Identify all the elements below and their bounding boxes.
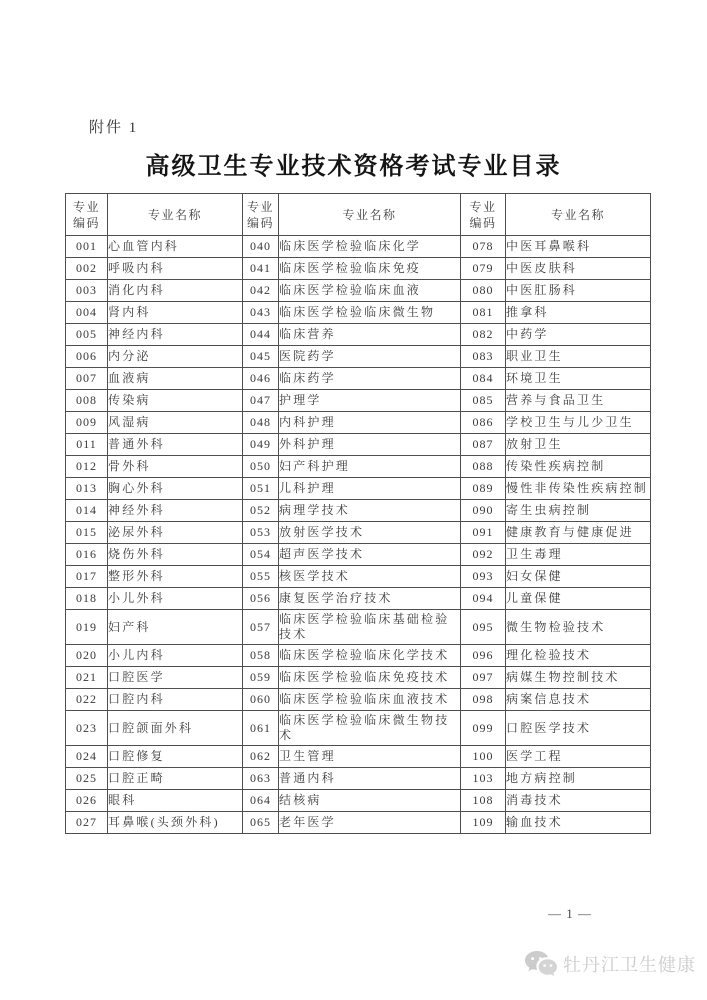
name-cell: 肾内科 bbox=[108, 302, 243, 324]
wechat-icon bbox=[523, 948, 559, 980]
code-cell: 064 bbox=[243, 790, 279, 812]
name-cell: 妇产科 bbox=[108, 610, 243, 645]
table-row bbox=[66, 412, 651, 434]
code-cell: 108 bbox=[461, 790, 506, 812]
code-cell: 018 bbox=[66, 588, 108, 610]
code-cell: 100 bbox=[461, 746, 506, 768]
header-name-3: 专业名称 bbox=[506, 194, 651, 236]
name-cell: 护理学 bbox=[279, 390, 461, 412]
header-code-3: 专业编码 bbox=[461, 194, 506, 236]
name-cell: 烧伤外科 bbox=[108, 544, 243, 566]
name-cell: 口腔医学 bbox=[108, 667, 243, 689]
table-body bbox=[66, 236, 651, 834]
code-cell: 080 bbox=[461, 280, 506, 302]
name-cell: 医院药学 bbox=[279, 346, 461, 368]
code-cell: 049 bbox=[243, 434, 279, 456]
name-cell: 卫生毒理 bbox=[506, 544, 651, 566]
code-cell: 098 bbox=[461, 689, 506, 711]
code-cell: 009 bbox=[66, 412, 108, 434]
name-cell: 职业卫生 bbox=[506, 346, 651, 368]
name-cell: 学校卫生与儿少卫生 bbox=[506, 412, 651, 434]
name-cell: 骨外科 bbox=[108, 456, 243, 478]
name-cell: 呼吸内科 bbox=[108, 258, 243, 280]
name-cell: 消毒技术 bbox=[506, 790, 651, 812]
code-cell: 024 bbox=[66, 746, 108, 768]
table-row bbox=[66, 645, 651, 667]
table-row bbox=[66, 566, 651, 588]
name-cell: 中医肛肠科 bbox=[506, 280, 651, 302]
code-cell: 065 bbox=[243, 812, 279, 834]
code-cell: 022 bbox=[66, 689, 108, 711]
code-cell: 026 bbox=[66, 790, 108, 812]
name-cell: 小儿外科 bbox=[108, 588, 243, 610]
name-cell: 泌尿外科 bbox=[108, 522, 243, 544]
name-cell: 血液病 bbox=[108, 368, 243, 390]
table-row bbox=[66, 812, 651, 834]
code-cell: 012 bbox=[66, 456, 108, 478]
name-cell: 风湿病 bbox=[108, 412, 243, 434]
code-cell: 062 bbox=[243, 746, 279, 768]
name-cell: 儿科护理 bbox=[279, 478, 461, 500]
table-header bbox=[66, 194, 651, 236]
code-cell: 055 bbox=[243, 566, 279, 588]
name-cell: 营养与食品卫生 bbox=[506, 390, 651, 412]
code-cell: 006 bbox=[66, 346, 108, 368]
code-cell: 053 bbox=[243, 522, 279, 544]
name-cell: 理化检验技术 bbox=[506, 645, 651, 667]
name-cell: 临床营养 bbox=[279, 324, 461, 346]
name-cell: 传染性疾病控制 bbox=[506, 456, 651, 478]
code-cell: 099 bbox=[461, 711, 506, 746]
table-row bbox=[66, 588, 651, 610]
name-cell: 临床医学检验临床血液技术 bbox=[279, 689, 461, 711]
table-row bbox=[66, 746, 651, 768]
header-name-1: 专业名称 bbox=[108, 194, 243, 236]
code-cell: 014 bbox=[66, 500, 108, 522]
code-cell: 050 bbox=[243, 456, 279, 478]
table-row bbox=[66, 544, 651, 566]
code-cell: 058 bbox=[243, 645, 279, 667]
code-cell: 040 bbox=[243, 236, 279, 258]
code-cell: 008 bbox=[66, 390, 108, 412]
code-cell: 078 bbox=[461, 236, 506, 258]
name-cell: 消化内科 bbox=[108, 280, 243, 302]
name-cell: 临床医学检验临床微生物技术 bbox=[279, 711, 461, 746]
table-row bbox=[66, 324, 651, 346]
name-cell: 神经外科 bbox=[108, 500, 243, 522]
code-cell: 052 bbox=[243, 500, 279, 522]
name-cell: 老年医学 bbox=[279, 812, 461, 834]
name-cell: 口腔颌面外科 bbox=[108, 711, 243, 746]
code-cell: 083 bbox=[461, 346, 506, 368]
code-cell: 056 bbox=[243, 588, 279, 610]
name-cell: 放射卫生 bbox=[506, 434, 651, 456]
name-cell: 内分泌 bbox=[108, 346, 243, 368]
name-cell: 中药学 bbox=[506, 324, 651, 346]
specialty-table bbox=[65, 193, 651, 834]
name-cell: 妇产科护理 bbox=[279, 456, 461, 478]
code-cell: 043 bbox=[243, 302, 279, 324]
code-cell: 093 bbox=[461, 566, 506, 588]
code-cell: 057 bbox=[243, 610, 279, 645]
name-cell: 临床药学 bbox=[279, 368, 461, 390]
code-cell: 023 bbox=[66, 711, 108, 746]
code-cell: 082 bbox=[461, 324, 506, 346]
code-cell: 054 bbox=[243, 544, 279, 566]
name-cell: 外科护理 bbox=[279, 434, 461, 456]
code-cell: 084 bbox=[461, 368, 506, 390]
code-cell: 085 bbox=[461, 390, 506, 412]
table-row bbox=[66, 346, 651, 368]
page-number: — 1 — bbox=[548, 906, 592, 921]
table-row bbox=[66, 478, 651, 500]
name-cell: 临床医学检验临床化学技术 bbox=[279, 645, 461, 667]
name-cell: 妇女保健 bbox=[506, 566, 651, 588]
code-cell: 086 bbox=[461, 412, 506, 434]
code-cell: 091 bbox=[461, 522, 506, 544]
page-title: 高级卫生专业技术资格考试专业目录 bbox=[145, 153, 562, 180]
table-row bbox=[66, 258, 651, 280]
name-cell: 环境卫生 bbox=[506, 368, 651, 390]
name-cell: 临床医学检验临床微生物 bbox=[279, 302, 461, 324]
code-cell: 103 bbox=[461, 768, 506, 790]
code-cell: 079 bbox=[461, 258, 506, 280]
code-cell: 094 bbox=[461, 588, 506, 610]
table-row bbox=[66, 302, 651, 324]
code-cell: 063 bbox=[243, 768, 279, 790]
table-row bbox=[66, 768, 651, 790]
name-cell: 儿童保健 bbox=[506, 588, 651, 610]
name-cell: 中医耳鼻喉科 bbox=[506, 236, 651, 258]
name-cell: 超声医学技术 bbox=[279, 544, 461, 566]
name-cell: 放射医学技术 bbox=[279, 522, 461, 544]
table-row bbox=[66, 280, 651, 302]
code-cell: 051 bbox=[243, 478, 279, 500]
name-cell: 普通内科 bbox=[279, 768, 461, 790]
name-cell: 慢性非传染性疾病控制 bbox=[506, 478, 651, 500]
name-cell: 结核病 bbox=[279, 790, 461, 812]
code-cell: 059 bbox=[243, 667, 279, 689]
name-cell: 病理学技术 bbox=[279, 500, 461, 522]
code-cell: 087 bbox=[461, 434, 506, 456]
code-cell: 061 bbox=[243, 711, 279, 746]
code-cell: 090 bbox=[461, 500, 506, 522]
code-cell: 017 bbox=[66, 566, 108, 588]
header-code-2: 专业编码 bbox=[243, 194, 279, 236]
table-row bbox=[66, 390, 651, 412]
name-cell: 传染病 bbox=[108, 390, 243, 412]
name-cell: 口腔修复 bbox=[108, 746, 243, 768]
code-cell: 088 bbox=[461, 456, 506, 478]
name-cell: 临床医学检验临床化学 bbox=[279, 236, 461, 258]
name-cell: 整形外科 bbox=[108, 566, 243, 588]
name-cell: 医学工程 bbox=[506, 746, 651, 768]
code-cell: 047 bbox=[243, 390, 279, 412]
code-cell: 021 bbox=[66, 667, 108, 689]
table-row bbox=[66, 236, 651, 258]
code-cell: 041 bbox=[243, 258, 279, 280]
name-cell: 卫生管理 bbox=[279, 746, 461, 768]
name-cell: 内科护理 bbox=[279, 412, 461, 434]
code-cell: 013 bbox=[66, 478, 108, 500]
name-cell: 地方病控制 bbox=[506, 768, 651, 790]
code-cell: 060 bbox=[243, 689, 279, 711]
name-cell: 输血技术 bbox=[506, 812, 651, 834]
code-cell: 109 bbox=[461, 812, 506, 834]
name-cell: 眼科 bbox=[108, 790, 243, 812]
name-cell: 口腔内科 bbox=[108, 689, 243, 711]
code-cell: 025 bbox=[66, 768, 108, 790]
code-cell: 081 bbox=[461, 302, 506, 324]
table-row bbox=[66, 790, 651, 812]
table-row bbox=[66, 667, 651, 689]
code-cell: 096 bbox=[461, 645, 506, 667]
code-cell: 016 bbox=[66, 544, 108, 566]
code-cell: 004 bbox=[66, 302, 108, 324]
name-cell: 病案信息技术 bbox=[506, 689, 651, 711]
table-row bbox=[66, 368, 651, 390]
code-cell: 011 bbox=[66, 434, 108, 456]
name-cell: 核医学技术 bbox=[279, 566, 461, 588]
code-cell: 089 bbox=[461, 478, 506, 500]
table-row bbox=[66, 689, 651, 711]
name-cell: 寄生虫病控制 bbox=[506, 500, 651, 522]
code-cell: 003 bbox=[66, 280, 108, 302]
name-cell: 推拿科 bbox=[506, 302, 651, 324]
attachment-label: 附件 1 bbox=[89, 120, 139, 136]
table-row bbox=[66, 456, 651, 478]
code-cell: 046 bbox=[243, 368, 279, 390]
code-cell: 007 bbox=[66, 368, 108, 390]
code-cell: 019 bbox=[66, 610, 108, 645]
table-row bbox=[66, 434, 651, 456]
name-cell: 耳鼻喉(头颈外科) bbox=[108, 812, 243, 834]
code-cell: 020 bbox=[66, 645, 108, 667]
name-cell: 健康教育与健康促进 bbox=[506, 522, 651, 544]
code-cell: 027 bbox=[66, 812, 108, 834]
code-cell: 045 bbox=[243, 346, 279, 368]
name-cell: 口腔正畸 bbox=[108, 768, 243, 790]
code-cell: 005 bbox=[66, 324, 108, 346]
code-cell: 002 bbox=[66, 258, 108, 280]
code-cell: 001 bbox=[66, 236, 108, 258]
code-cell: 092 bbox=[461, 544, 506, 566]
code-cell: 048 bbox=[243, 412, 279, 434]
name-cell: 临床医学检验临床基础检验技术 bbox=[279, 610, 461, 645]
table-row bbox=[66, 500, 651, 522]
code-cell: 095 bbox=[461, 610, 506, 645]
name-cell: 口腔医学技术 bbox=[506, 711, 651, 746]
name-cell: 微生物检验技术 bbox=[506, 610, 651, 645]
name-cell: 神经内科 bbox=[108, 324, 243, 346]
name-cell: 临床医学检验临床血液 bbox=[279, 280, 461, 302]
name-cell: 病媒生物控制技术 bbox=[506, 667, 651, 689]
table-row bbox=[66, 522, 651, 544]
code-cell: 044 bbox=[243, 324, 279, 346]
table-row bbox=[66, 610, 651, 645]
header-code-1: 专业编码 bbox=[66, 194, 108, 236]
name-cell: 小儿内科 bbox=[108, 645, 243, 667]
name-cell: 胸心外科 bbox=[108, 478, 243, 500]
name-cell: 心血管内科 bbox=[108, 236, 243, 258]
name-cell: 普通外科 bbox=[108, 434, 243, 456]
name-cell: 中医皮肤科 bbox=[506, 258, 651, 280]
table-row bbox=[66, 711, 651, 746]
header-row bbox=[66, 194, 651, 236]
watermark bbox=[523, 944, 696, 984]
code-cell: 097 bbox=[461, 667, 506, 689]
code-cell: 042 bbox=[243, 280, 279, 302]
watermark-text: 牡丹江卫生健康 bbox=[563, 955, 696, 975]
name-cell: 康复医学治疗技术 bbox=[279, 588, 461, 610]
code-cell: 015 bbox=[66, 522, 108, 544]
name-cell: 临床医学检验临床免疫技术 bbox=[279, 667, 461, 689]
header-name-2: 专业名称 bbox=[279, 194, 461, 236]
name-cell: 临床医学检验临床免疫 bbox=[279, 258, 461, 280]
